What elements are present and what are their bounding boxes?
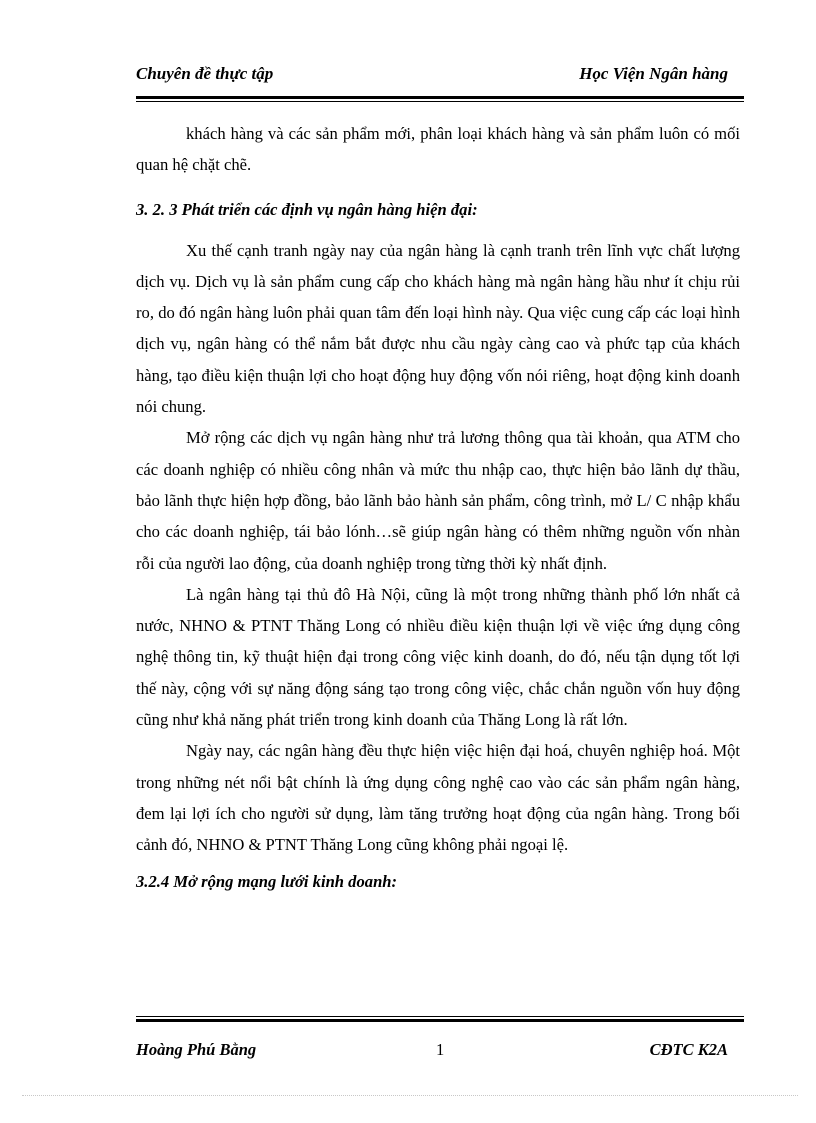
- section-heading-3-2-3: 3. 2. 3 Phát triển các định vụ ngân hàng hiện đại:: [136, 199, 478, 219]
- footer-class-code: CĐTC K2A: [649, 1040, 728, 1059]
- paragraph-modernization: Ngày nay, các ngân hàng đều thực hiện việc hiện đại hoá, chuyên nghiệp hoá. Một trong những nét nổi bật chính là ứng dụng công nghệ cao vào các sản phẩm ngân hàng, đem lại lợi ích cho người sử dụng, làm tăng trưởng hoạt động của ngân hàng. Trong bối cảnh đó, NHNO & PTNT Thăng Long cũng không phải ngoại lệ.: [136, 741, 740, 855]
- footer-author: Hoàng Phú Bằng: [136, 1040, 257, 1059]
- paragraph-hanoi-advantage: Là ngân hàng tại thủ đô Hà Nội, cũng là một trong những thành phố lớn nhất cả nước, NHNO & PTNT Thăng Long có nhiều điều kiện thuận lợi về việc ứng dụng công nghệ thông tin, kỹ thuật hiện đại trong công việc kinh doanh, do đó, nếu tận dụng tốt lợi thế này, cộng với sự năng động sáng tạo trong công việc, chắc chắn nguồn vốn huy động cũng như khả năng phát triển trong kinh doanh của Thăng Long là rất lớn.: [136, 584, 740, 730]
- section-heading-3-2-4: 3.2.4 Mở rộng mạng lưới kinh doanh:: [136, 871, 398, 891]
- header-institution: Học Viện Ngân hàng: [579, 64, 728, 83]
- paragraph-continuation: khách hàng và các sản phẩm mới, phân loại khách hàng và sản phẩm luôn có mối quan hệ chặt chẽ.: [136, 124, 740, 175]
- footer-page-number: 1: [436, 1040, 445, 1059]
- footer-rule-thin: [136, 1016, 744, 1017]
- header-document-type: Chuyên đề thực tập: [136, 64, 274, 83]
- page-bottom-dotted-divider: [22, 1095, 798, 1096]
- header-rule-thin: [136, 101, 744, 102]
- document-body: [136, 118, 740, 897]
- header-rule-thick: [136, 96, 744, 99]
- paragraph-service-competition: Xu thế cạnh tranh ngày nay của ngân hàng là cạnh tranh trên lĩnh vực chất lượng dịch vụ. Dịch vụ là sản phẩm cung cấp cho khách hàng mà ngân hàng hầu như ít chịu rủi ro, do đó ngân hàng luôn phải quan tâm đến loại hình này. Qua việc cung cấp các loại hình dịch vụ, ngân hàng có thể nắm bắt được nhu cầu ngày càng cao và phức tạp của khách hàng, tạo điều kiện thuận lợi cho hoạt động huy động vốn nói riêng, hoạt động kinh doanh nói chung.: [136, 240, 740, 417]
- footer-rule-thick: [136, 1019, 744, 1022]
- paragraph-expand-services: Mở rộng các dịch vụ ngân hàng như trả lương thông qua tài khoản, qua ATM cho các doanh nghiệp có nhiều công nhân và mức thu nhập cao, thực hiện bảo lãnh dự thầu, bảo lãnh thực hiện hợp đồng, bảo lãnh bảo hành sản phẩm, công trình, mở L/ C nhập khẩu cho các doanh nghiệp, tái bảo lónh…sẽ giúp ngân hàng có thêm những nguồn vốn nhàn rỗi của người lao động, của doanh nghiệp trong từng thời kỳ nhất định.: [136, 428, 740, 573]
- page-footer: [136, 1040, 744, 1064]
- page-header: [136, 64, 744, 90]
